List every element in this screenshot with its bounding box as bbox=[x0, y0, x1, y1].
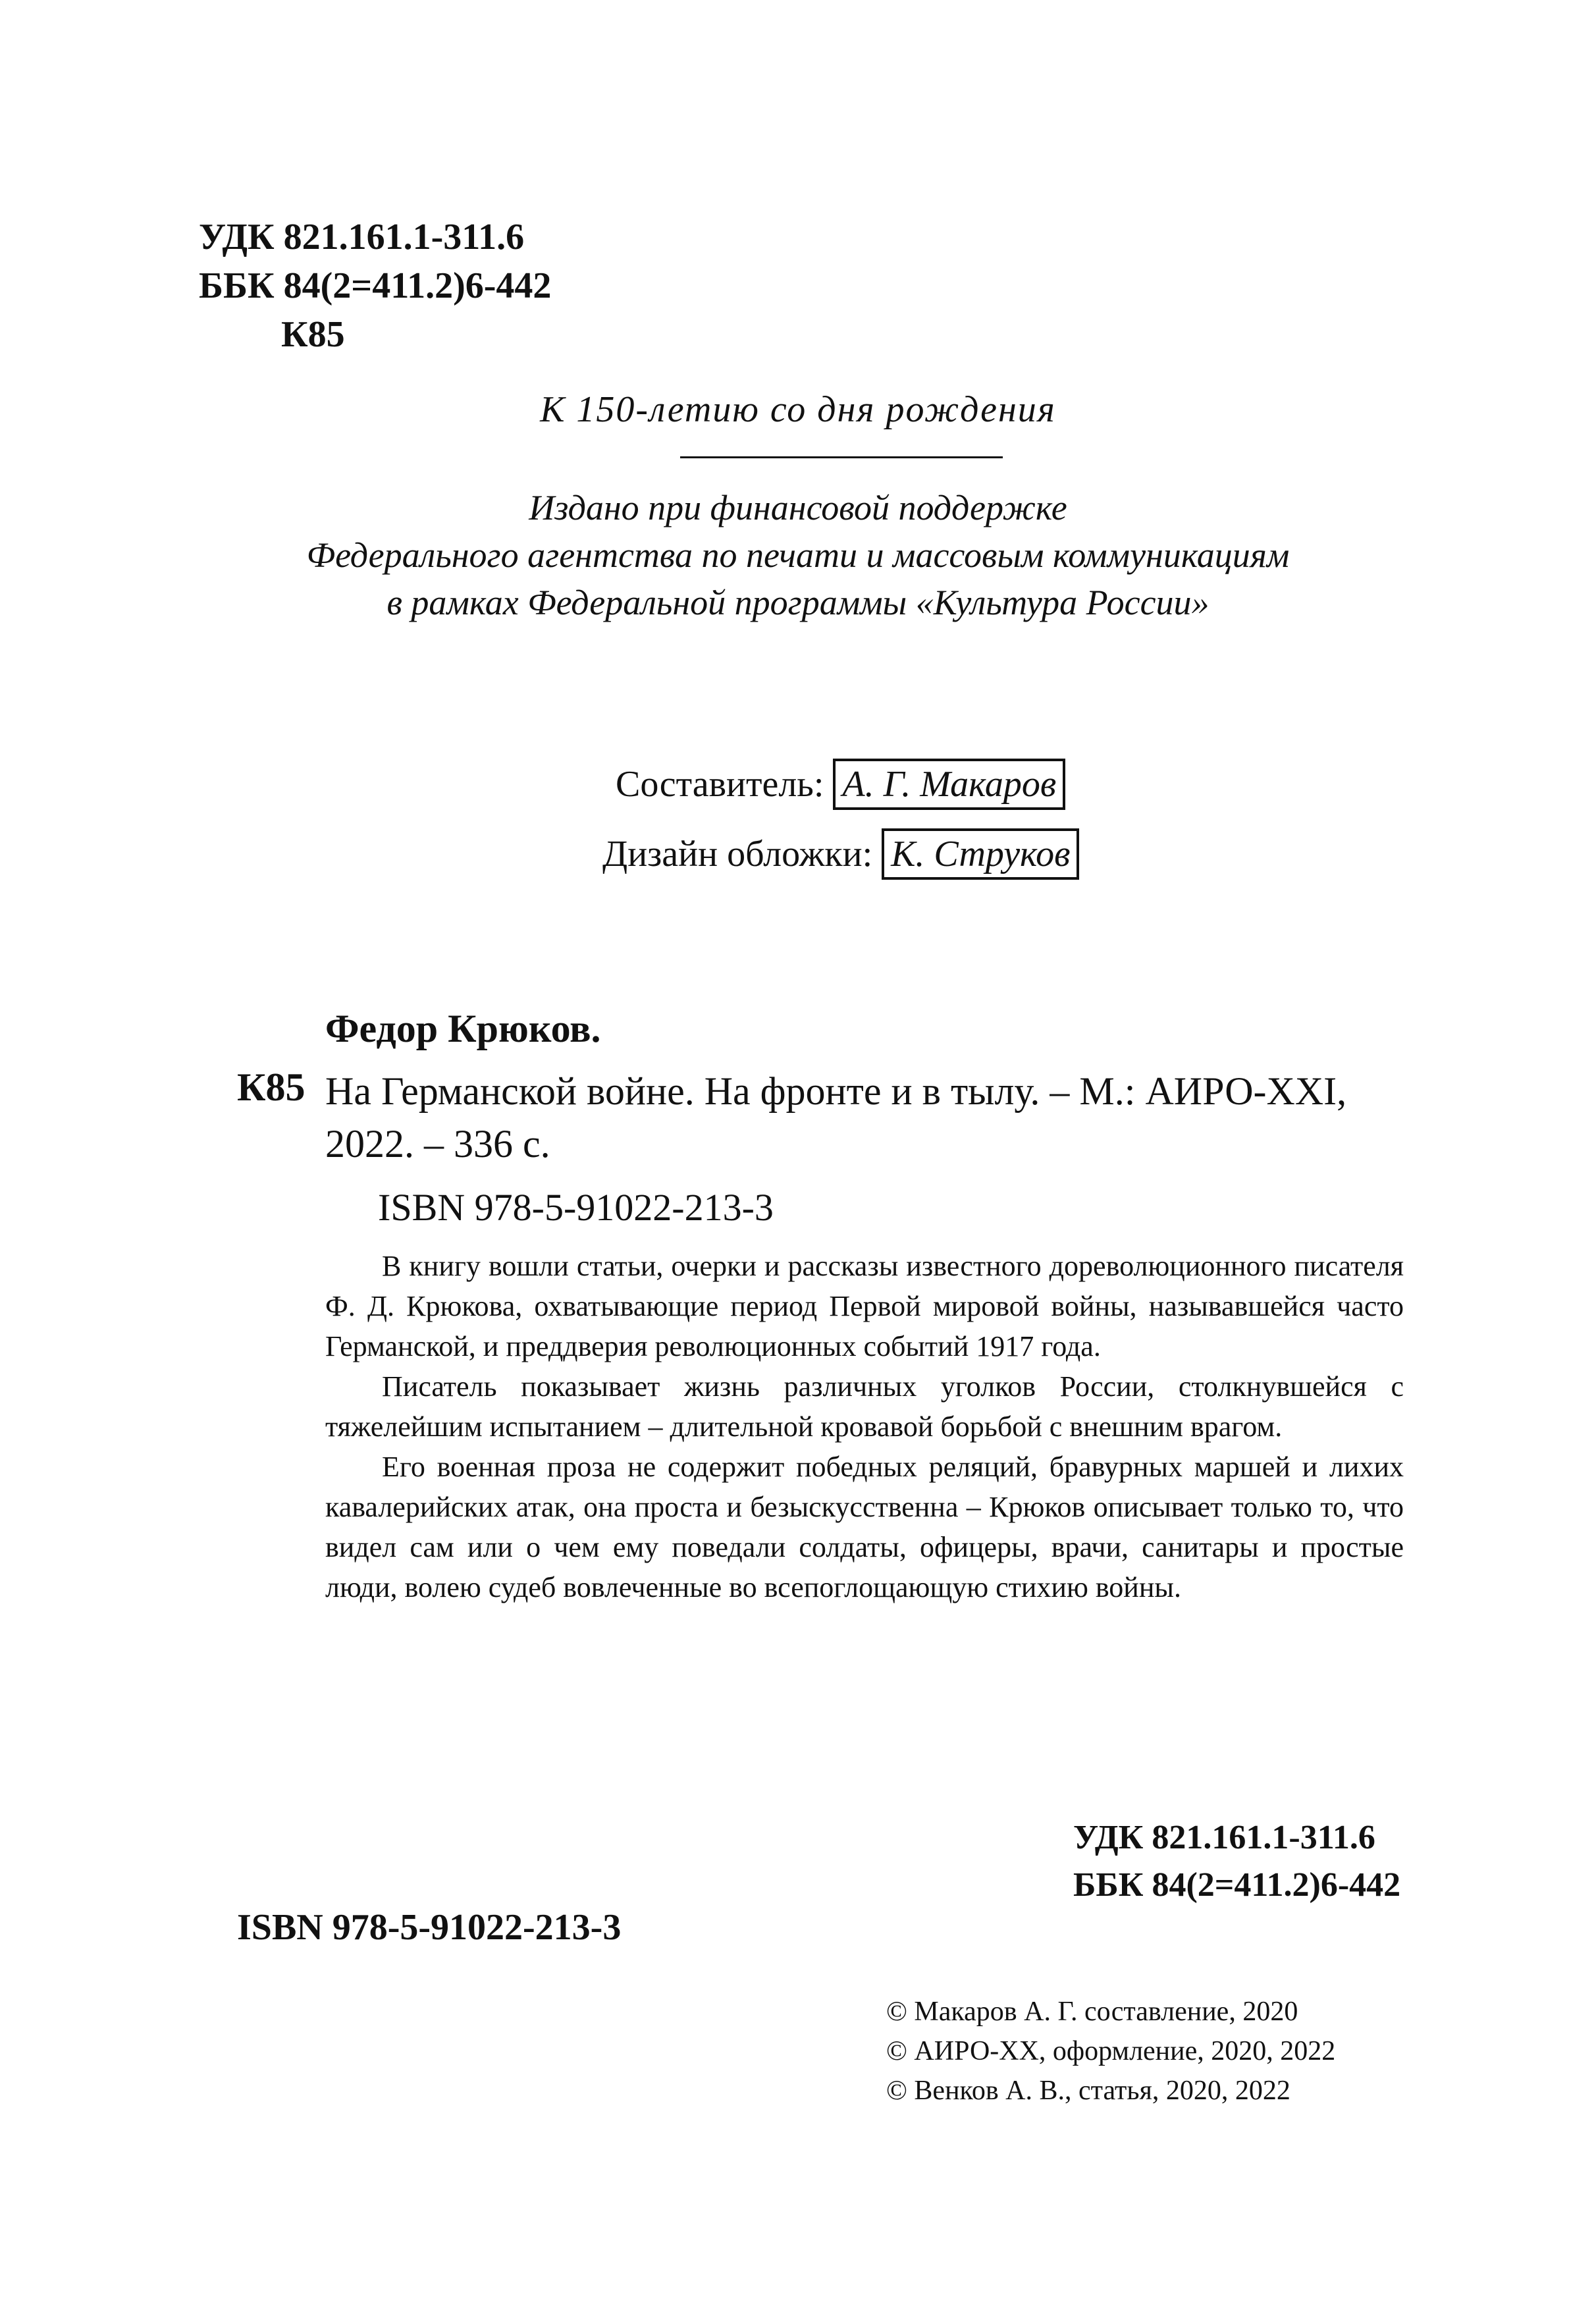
annotation-paragraph: Его военная проза не содержит победных реляций, бравурных маршей и лихих кавалерийских атак, она проста и безыскусственна – Крюков описывает только то, что видел сам или о чем ему поведали солдаты, офицеры, врачи, санитары и простые люди, волею судеб вовлеченные во всепоглощающую стихию войны. bbox=[325, 1451, 1404, 1603]
compiler-credit bbox=[616, 759, 1065, 810]
bibliographic-title bbox=[325, 1065, 1346, 1170]
compiler-name: А. Г. Макаров bbox=[833, 759, 1065, 810]
copyright-line: © Макаров А. Г. составление, 2020 bbox=[886, 1997, 1298, 2027]
copyright-line: © АИРО-ХХ, оформление, 2020, 2022 bbox=[886, 2036, 1336, 2066]
author-mark: К85 bbox=[281, 314, 345, 355]
cover-design-label: Дизайн обложки: bbox=[602, 834, 873, 874]
annotation-paragraph: В книгу вошли статьи, очерки и рассказы известного дореволюционного писателя Ф. Д. Крюкова, охватывающие период Первой мировой войны, называвшейся часто Германской, и преддверия революционных событий 1917 года. bbox=[325, 1250, 1404, 1362]
funding-line: Федерального агентства по печати и массовым коммуникациям bbox=[306, 535, 1290, 575]
udk-code: УДК 821.161.1-311.6 bbox=[1073, 1819, 1375, 1856]
funding-line: в рамках Федеральной программы «Культура России» bbox=[386, 583, 1210, 622]
isbn: ISBN 978-5-91022-213-3 bbox=[378, 1186, 774, 1229]
copyright-block bbox=[886, 1992, 1335, 2110]
isbn-bottom: ISBN 978-5-91022-213-3 bbox=[237, 1907, 622, 1948]
cover-designer-name: К. Струков bbox=[882, 828, 1079, 880]
author-heading: Федор Крюков. bbox=[325, 1007, 601, 1050]
compiler-label: Составитель: bbox=[616, 764, 824, 805]
funding-line: Издано при финансовой поддержке bbox=[529, 488, 1067, 527]
funding-note bbox=[0, 484, 1596, 626]
dedication-rule bbox=[680, 456, 1003, 458]
dedication: К 150-летию со дня рождения bbox=[540, 389, 1056, 430]
classification-block bbox=[199, 213, 551, 359]
udk-code: УДК 821.161.1-311.6 bbox=[199, 217, 525, 257]
cover-design-credit bbox=[602, 828, 1079, 880]
classification-block-bottom bbox=[1073, 1814, 1400, 1909]
imprint-line: 2022. – 336 с. bbox=[325, 1122, 550, 1166]
annotation bbox=[325, 1246, 1404, 1607]
title-line: На Германской войне. На фронте и в тылу. – М.: АИРО-XXI, bbox=[325, 1069, 1347, 1113]
bbk-code: ББК 84(2=411.2)6-442 bbox=[1073, 1866, 1401, 1904]
copyright-line: © Венков А. В., статья, 2020, 2022 bbox=[886, 2076, 1290, 2106]
bbk-code: ББК 84(2=411.2)6-442 bbox=[199, 265, 552, 306]
bibliographic-author-mark: К85 bbox=[237, 1065, 306, 1109]
annotation-paragraph: Писатель показывает жизнь различных уголков России, столкнувшейся с тяжелейшим испытанием – длительной кровавой борьбой с внешним врагом. bbox=[325, 1370, 1404, 1443]
